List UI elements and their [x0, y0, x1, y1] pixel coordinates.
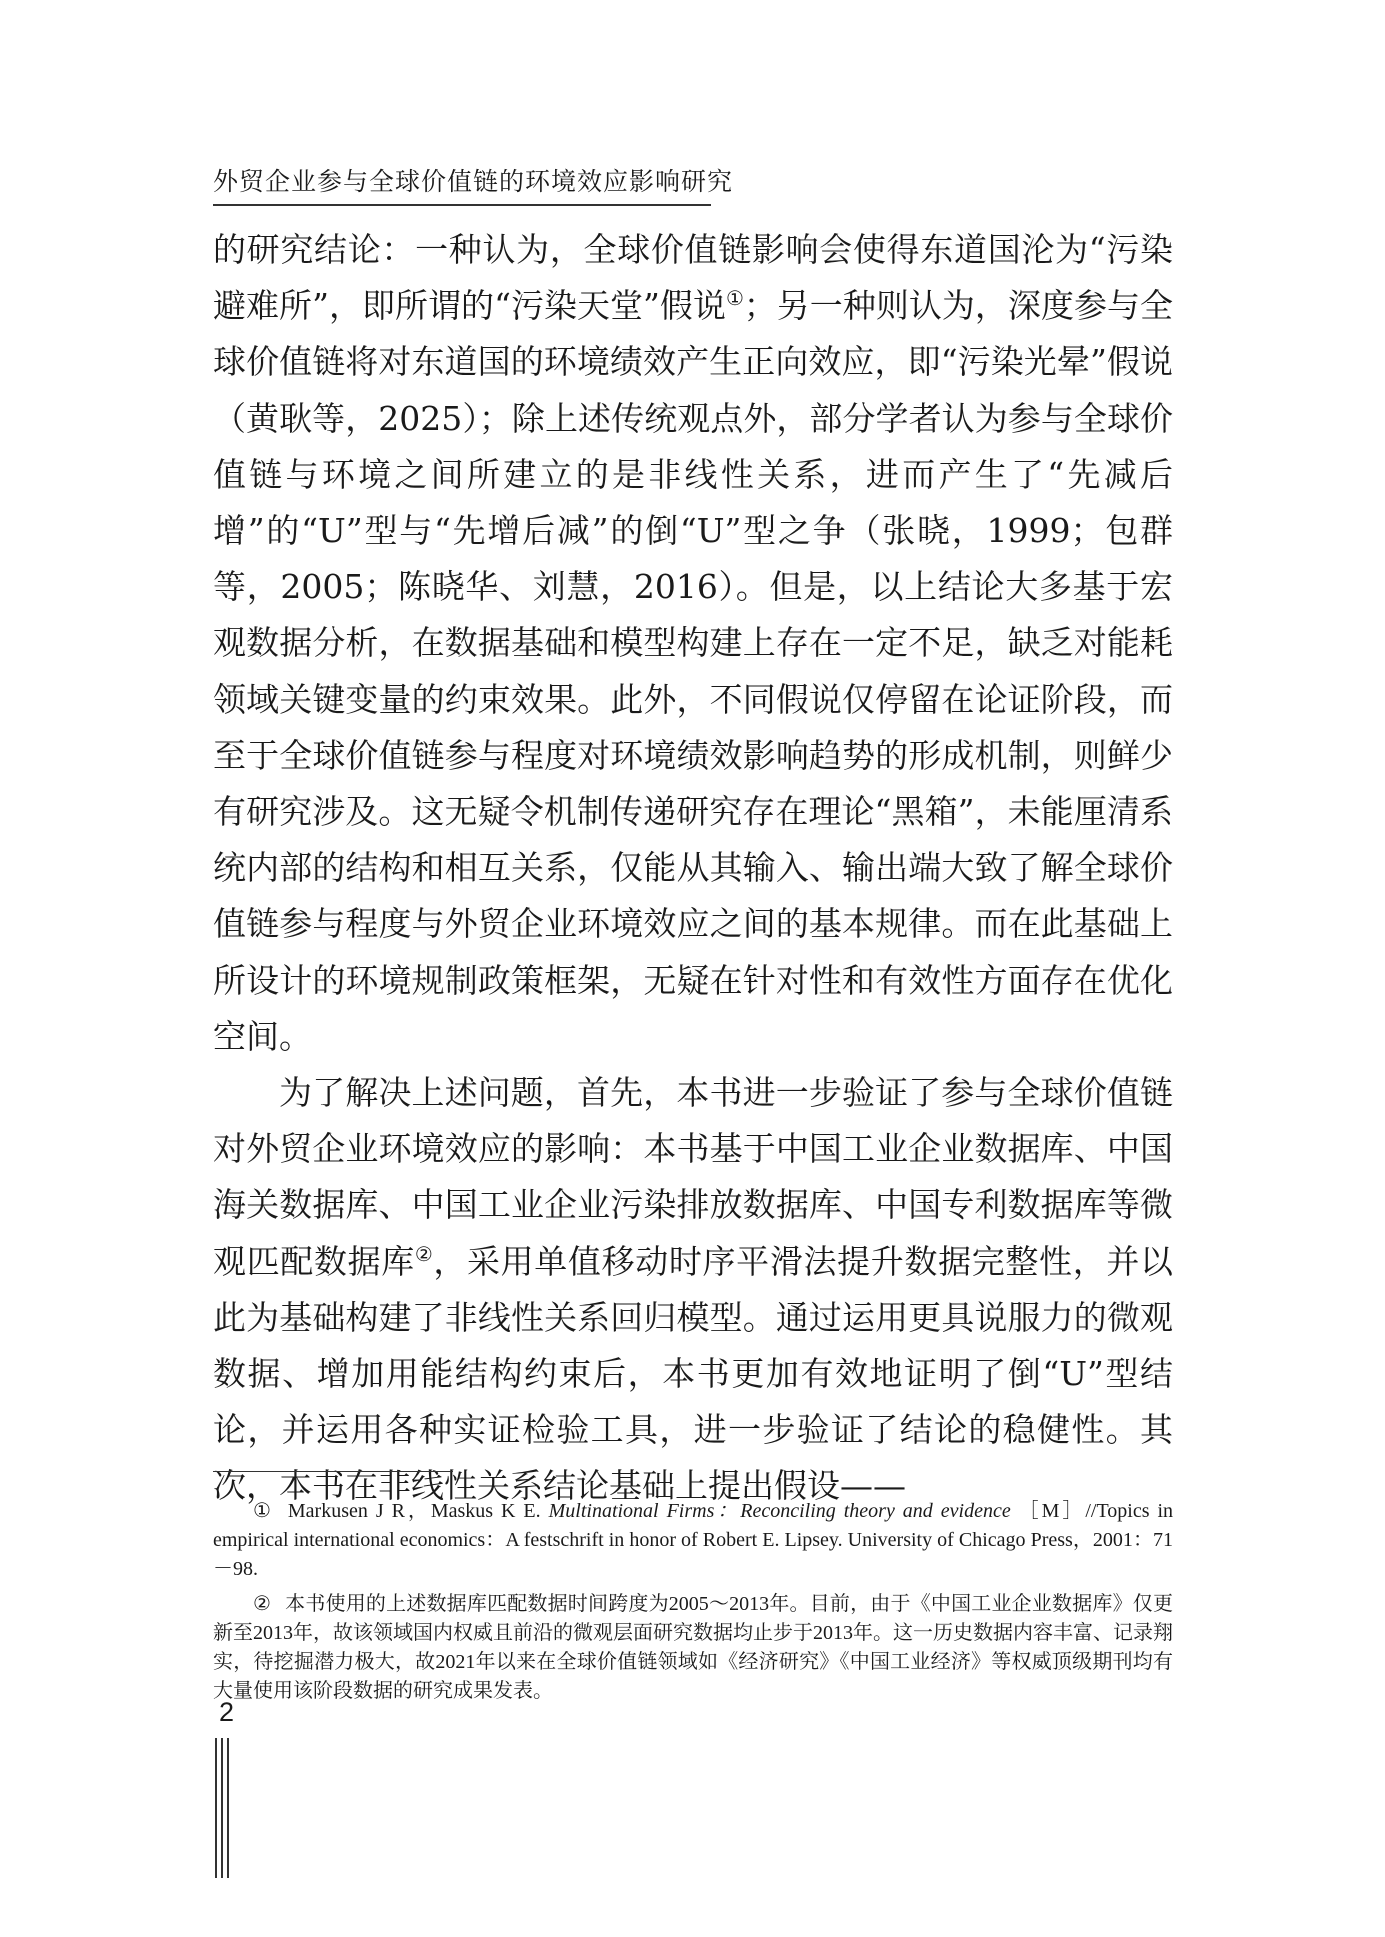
- paragraph-2: [213, 1065, 1173, 1515]
- footnote-1-marker: ①: [253, 1500, 274, 1522]
- page-edge-rule: [215, 1738, 217, 1878]
- page-edge-rule: [221, 1738, 223, 1878]
- paragraph-2-part-a: 为了解决上述问题，首先，本书进一步验证了参与全球价值链对外贸企业环境效应的影响：本书基于中国工业企业数据库、中国海关数据库、中国工业企业污染排放数据库、中国专利数据库等微观匹配数据库: [213, 1073, 1173, 1281]
- running-header-title: 外贸企业参与全球价值链的环境效应影响研究: [213, 167, 734, 196]
- paragraph-1-part-b: ；另一种则认为，深度参与全球价值链将对东道国的环境绩效产生正向效应，即“污染光晕”假说（黄耿等，2025）；除上述传统观点外，部分学者认为参与全球价值链与环境之间所建立的是非线性关系，进而产生了“先减后增”的“U”型与“先增后减”的倒“U”型之争（张晓，1999；包群等，2005；陈晓华、刘慧，2016）。但是，以上结论大多基于宏观数据分析，在数据基础和模型构建上存在一定不足，缺乏对能耗领域关键变量的约束效果。此外，不同假说仅停留在论证阶段，而至于全球价值链参与程度对环境绩效影响趋势的形成机制，则鲜少有研究涉及。这无疑令机制传递研究存在理论“黑箱”，未能厘清系统内部的结构和相互关系，仅能从其输入、输出端大致了解全球价值链参与程度与外贸企业环境效应之间的基本规律。而在此基础上所设计的环境规制政策框架，无疑在针对性和有效性方面存在优化空间。: [213, 286, 1174, 1056]
- paragraph-1-part-a: 的研究结论：一种认为，全球价值链影响会使得东道国沦为“污染避难所”，即所谓的“污染天堂”假说: [213, 230, 1173, 326]
- footnote-1-rest: ［M］//Topics in empirical international economics：A festschrift in honor of Robert E. Lipsey. University of Chicago Press，2001：71－98.: [213, 1500, 1173, 1580]
- footnote-2-text: 本书使用的上述数据库匹配数据时间跨度为2005～2013年。目前，由于《中国工业企业数据库》仅更新至2013年，故该领域国内权威且前沿的微观层面研究数据均止步于2013年。这一历史数据内容丰富、记录翔实，待挖掘潜力极大，故2021年以来在全球价值链领域如《经济研究》《中国工业经济》等权威顶级期刊均有大量使用该阶段数据的研究成果发表。: [213, 1593, 1173, 1702]
- paragraph-1: [213, 222, 1173, 1065]
- footnote-1-authors: Markusen J R，Maskus K E.: [287, 1500, 541, 1522]
- page-edge-rule: [227, 1738, 229, 1878]
- page-number: 2: [219, 1697, 235, 1727]
- footnote-separator: [213, 1471, 453, 1472]
- footnote-ref-1[interactable]: ①: [725, 287, 744, 311]
- body-text: [213, 222, 1173, 1515]
- header-rule: [213, 204, 711, 206]
- footnote-1-title: Multinational Firms：Reconciling theory and evidence: [548, 1500, 1011, 1522]
- paragraph-2-part-b: ，采用单值移动时序平滑法提升数据完整性，并以此为基础构建了非线性关系回归模型。通过运用更具说服力的微观数据、增加用能结构约束后，本书更加有效地证明了倒“U”型结论，并运用各种实证检验工具，进一步验证了结论的稳健性。其次，本书在非线性关系结论基础上提出假设——: [213, 1241, 1174, 1506]
- footnote-2-marker: ②: [253, 1593, 272, 1615]
- footnote-ref-2[interactable]: ②: [414, 1242, 434, 1266]
- footnote-1: [213, 1497, 1173, 1584]
- footnote-2: [213, 1590, 1173, 1706]
- footnotes: [213, 1497, 1173, 1712]
